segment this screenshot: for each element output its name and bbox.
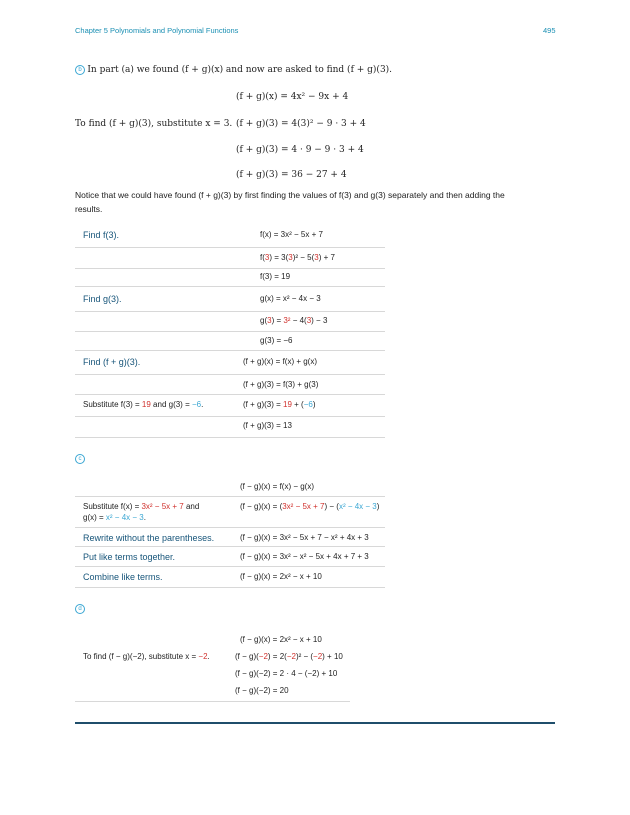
row-divider: [75, 546, 385, 547]
page-number: 495: [543, 26, 556, 35]
fmg-substitution: (f − g)(x) = (3x² − 5x + 7) − (x² − 4x − 3): [240, 502, 380, 511]
find-fg3-label: Find (f + g)(3).: [83, 357, 141, 367]
part-b-eq2: (f + g)(3) = 4 · 9 − 9 · 3 + 4: [236, 145, 364, 155]
row-divider: [75, 247, 385, 248]
row-divider: [75, 416, 385, 417]
part-c-marker-wrap: [75, 454, 85, 464]
combine-eq: (f − g)(x) = 2x² − x + 10: [240, 572, 322, 581]
part-d-eq3: (f − g)(−2) = 20: [235, 686, 289, 695]
row-divider: [75, 587, 385, 588]
substitute-fx-label-1: Substitute f(x) = 3x² − 5x + 7 and: [83, 502, 200, 511]
rewrite-eq: (f − g)(x) = 3x² − 5x + 7 − x² + 4x + 3: [240, 533, 369, 542]
rewrite-label: Rewrite without the parentheses.: [83, 533, 215, 543]
row-divider: [75, 331, 385, 332]
part-b-eq3: (f + g)(3) = 36 − 27 + 4: [236, 170, 347, 180]
row-divider: [75, 311, 385, 312]
g3-substitution: g(3) = 3² − 4(3) − 3: [260, 316, 328, 325]
row-divider: [75, 268, 385, 269]
part-d-marker: d: [75, 604, 85, 614]
chapter-header: Chapter 5 Polynomials and Polynomial Functions: [75, 26, 239, 35]
row-divider: [75, 437, 385, 438]
part-b-eq0: (f + g)(x) = 4x² − 9x + 4: [236, 92, 349, 102]
part-b-intro: b In part (a) we found (f + g)(x) and now are asked to find (f + g)(3).: [75, 64, 392, 75]
notice-line-1: Notice that we could have found (f + g)(3) by first finding the values of f(3) and g(3) separately and then adding the: [75, 190, 505, 200]
part-d-eq2: (f − g)(−2) = 2 · 4 − (−2) + 10: [235, 669, 338, 678]
row-divider: [75, 496, 385, 497]
part-d-eq1: (f − g)(−2) = 2(−2)² − (−2) + 10: [235, 652, 343, 661]
row-divider: [75, 350, 385, 351]
gx-definition: g(x) = x² − 4x − 3: [260, 294, 321, 303]
find-f3-label: Find f(3).: [83, 230, 120, 240]
together-eq: (f − g)(x) = 3x² − x² − 5x + 4x + 7 + 3: [240, 552, 369, 561]
fg3-value: (f + g)(3) = 13: [243, 421, 292, 430]
row-divider: [75, 566, 385, 567]
part-b-marker: b: [75, 65, 85, 75]
together-label: Put like terms together.: [83, 552, 176, 562]
combine-label: Combine like terms.: [83, 572, 163, 582]
fx-definition: f(x) = 3x² − 5x + 7: [260, 230, 323, 239]
bottom-rule: [75, 722, 555, 724]
part-d-marker-wrap: [75, 604, 85, 614]
part-c-marker: c: [75, 454, 85, 464]
fg-definition: (f + g)(x) = f(x) + g(x): [243, 357, 318, 366]
part-d-label: To find (f − g)(−2), substitute x = −2.: [83, 652, 210, 661]
row-divider: [75, 394, 385, 395]
notice-line-2: results.: [75, 204, 103, 214]
fg3-definition: (f + g)(3) = f(3) + g(3): [243, 380, 319, 389]
fmg-definition: (f − g)(x) = f(x) − g(x): [240, 482, 315, 491]
row-divider: [75, 286, 385, 287]
row-divider: [75, 374, 385, 375]
f3-value: f(3) = 19: [260, 272, 291, 281]
part-b-eq1: (f + g)(3) = 4(3)² − 9 · 3 + 4: [236, 119, 366, 129]
row-divider: [75, 527, 385, 528]
row-divider: [75, 701, 350, 702]
fg3-substitution: (f + g)(3) = 19 + (−6): [243, 400, 316, 409]
g3-value: g(3) = −6: [260, 336, 293, 345]
part-b-instruction: To find (f + g)(3), substitute x = 3.: [75, 119, 233, 129]
f3-substitution: f(3) = 3(3)² − 5(3) + 7: [260, 253, 335, 262]
substitute-values-label: Substitute f(3) = 19 and g(3) = −6.: [83, 400, 204, 409]
find-g3-label: Find g(3).: [83, 294, 122, 304]
substitute-gx-label-2: g(x) = x² − 4x − 3.: [83, 513, 146, 522]
part-d-eq0: (f − g)(x) = 2x² − x + 10: [240, 635, 322, 644]
